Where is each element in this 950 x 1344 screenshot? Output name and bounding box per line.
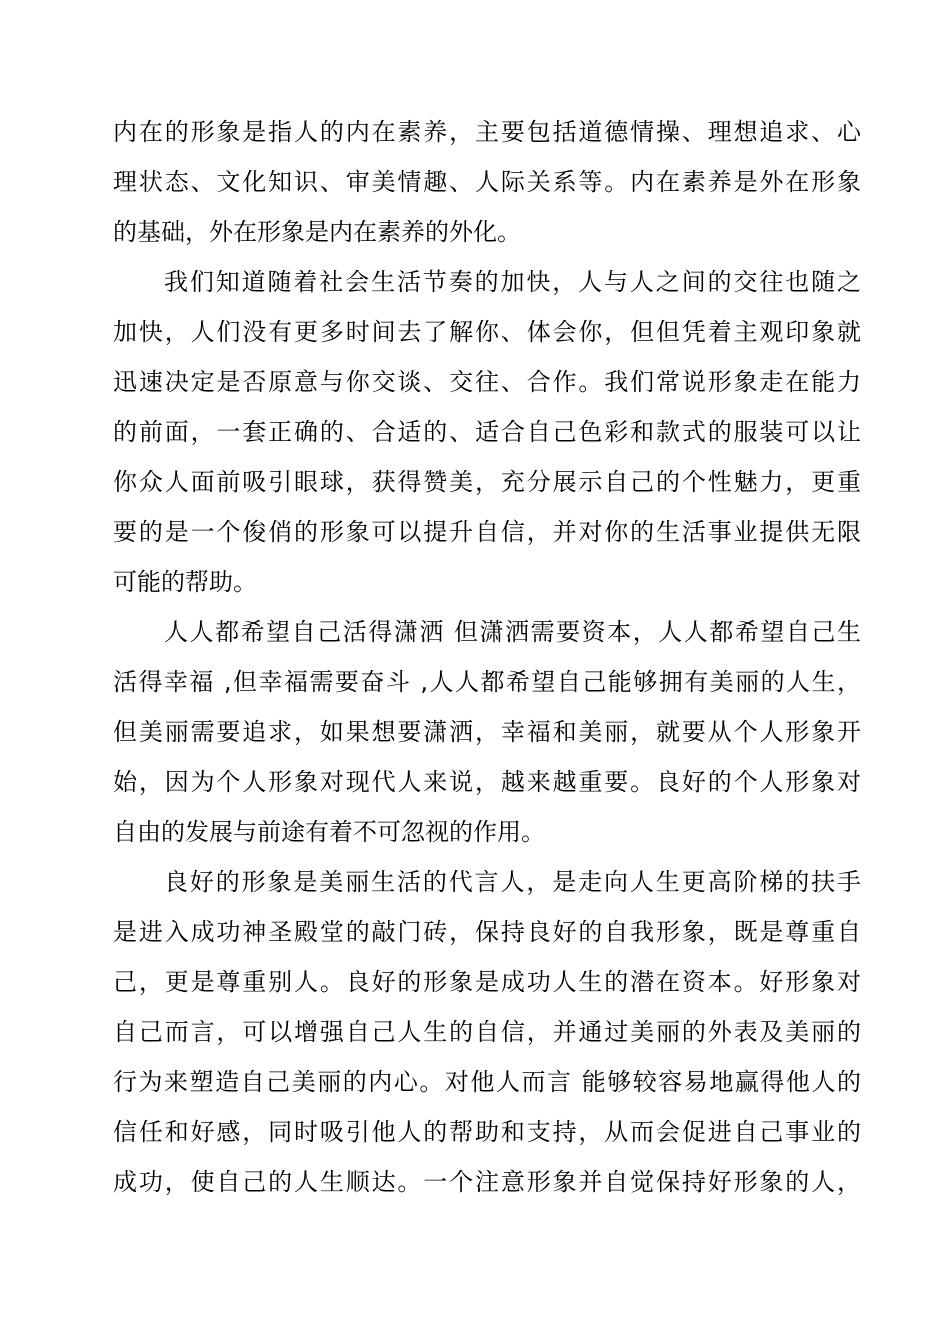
text-line: 要的是一个俊俏的形象可以提升自信，并对你的生活事业提供无限 <box>113 518 861 546</box>
text-line: 内在的形象是指人的内在素养，主要包括道德情操、理想追求、心 <box>113 118 861 146</box>
text-line: 你众人面前吸引眼球，获得赞美，充分展示自己的个性魅力，更重 <box>113 468 861 496</box>
text-line: 是进入成功神圣殿堂的敲门砖，保持良好的自我形象，既是尊重自 <box>113 918 861 946</box>
text-line: 人人都希望自己活得潇洒 但潇洒需要资本，人人都希望自己生 <box>164 618 861 646</box>
paragraph <box>113 607 861 857</box>
text-line: 活得幸福 ,但幸福需要奋斗 ,人人都希望自己能够拥有美丽的人生， <box>113 668 861 696</box>
text-line: 的前面，一套正确的、合适的、适合自己色彩和款式的服装可以让 <box>113 418 861 446</box>
text-line: 可能的帮助。 <box>113 568 257 596</box>
text-line: 迅速决定是否原意与你交谈、交往、合作。我们常说形象走在能力 <box>113 368 861 396</box>
text-line: 良好的形象是美丽生活的代言人，是走向人生更高阶梯的扶手 <box>164 868 861 896</box>
document-body <box>113 107 861 1207</box>
text-line: 加快，人们没有更多时间去了解你、体会你，但但凭着主观印象就 <box>113 318 861 346</box>
text-line: 信任和好感，同时吸引他人的帮助和支持，从而会促进自己事业的 <box>113 1118 861 1146</box>
paragraph <box>113 257 861 607</box>
text-line: 但美丽需要追求，如果想要潇洒，幸福和美丽，就要从个人形象开 <box>113 718 861 746</box>
text-line: 自己而言，可以增强自己人生的自信，并通过美丽的外表及美丽的 <box>113 1018 861 1046</box>
text-line: 理状态、文化知识、审美情趣、人际关系等。内在素养是外在形象 <box>113 168 861 196</box>
paragraph <box>113 857 861 1207</box>
text-line: 成功，使自己的人生顺达。一个注意形象并自觉保持好形象的人， <box>113 1168 861 1196</box>
text-line: 的基础，外在形象是内在素养的外化。 <box>113 218 521 246</box>
text-line: 己，更是尊重别人。良好的形象是成功人生的潜在资本。好形象对 <box>113 968 861 996</box>
paragraph <box>113 107 861 257</box>
text-line: 自由的发展与前途有着不可忽视的作用。 <box>113 818 545 846</box>
text-line: 始，因为个人形象对现代人来说，越来越重要。良好的个人形象对 <box>113 768 861 796</box>
text-line: 行为来塑造自己美丽的内心。对他人而言 能够较容易地赢得他人的 <box>113 1068 861 1096</box>
text-line: 我们知道随着社会生活节奏的加快，人与人之间的交往也随之 <box>164 268 861 296</box>
